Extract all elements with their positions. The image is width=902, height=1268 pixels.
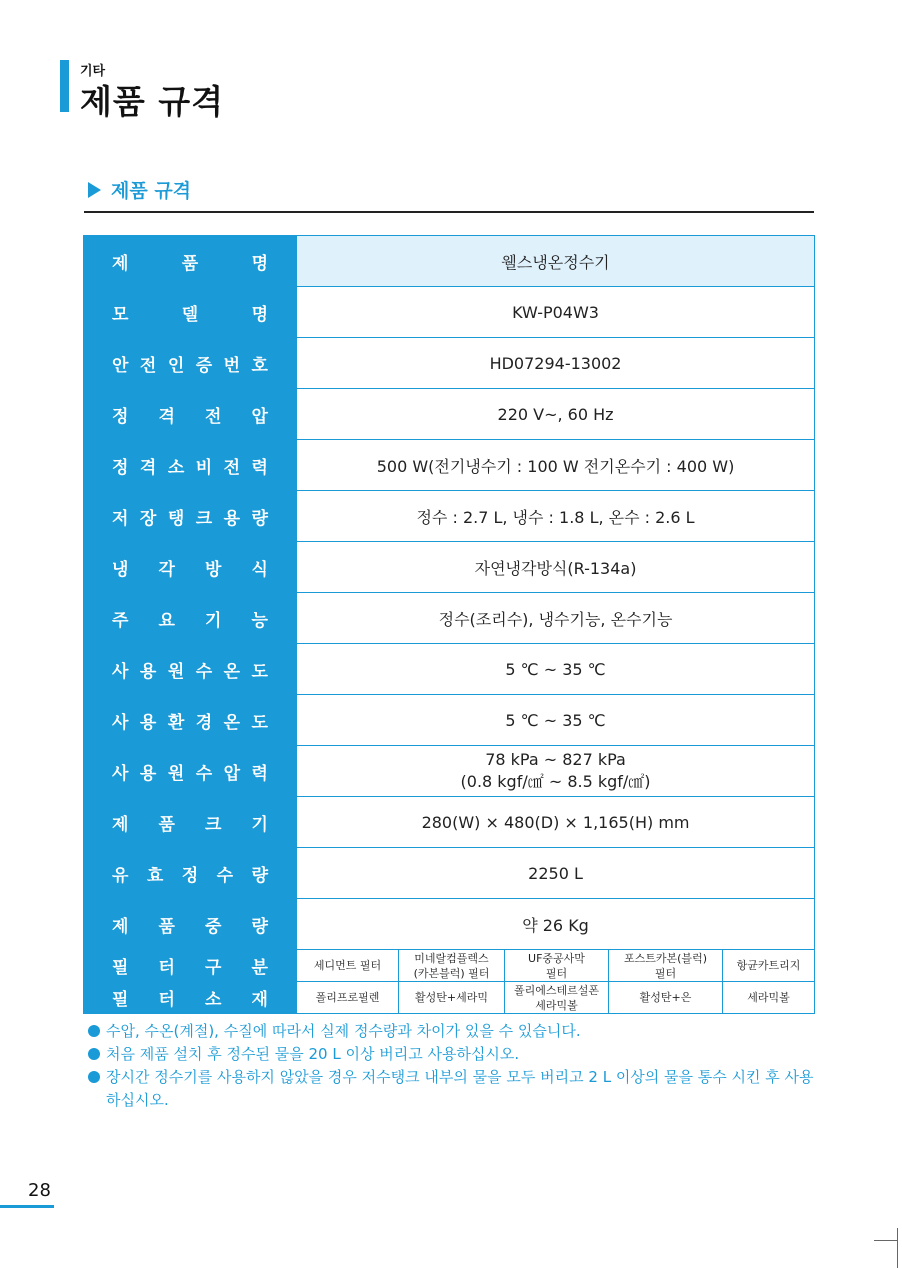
- spec-value: [297, 899, 815, 950]
- spec-label-char: 구: [205, 958, 222, 978]
- spec-row: [84, 338, 815, 389]
- spec-value-text: 정수(조리수), 냉수기능, 온수기능: [438, 609, 673, 629]
- spec-label-char: 격: [158, 406, 175, 427]
- spec-label-char: 방: [205, 559, 222, 580]
- filter-cell-text: 필터: [545, 966, 568, 980]
- spec-value-text: 220 V~, 60 Hz: [497, 404, 614, 424]
- filter-cell: [609, 950, 723, 982]
- filter-cell-text: 활성탄+세라믹: [415, 991, 488, 1004]
- spec-label-char: 력: [251, 457, 268, 478]
- spec-label-char: 정: [112, 406, 129, 427]
- filter-cell-text: 폴리에스테르설폰: [513, 983, 599, 997]
- spec-label: [84, 797, 297, 848]
- spec-label: [84, 982, 297, 1014]
- spec-value: [297, 389, 815, 440]
- spec-label-char: 사: [112, 712, 129, 733]
- filter-cell-text: 세라믹볼: [535, 998, 578, 1012]
- spec-label-char: 제: [112, 253, 129, 274]
- category-label: 기타: [80, 64, 106, 79]
- spec-label-char: 용: [139, 661, 157, 682]
- spec-value-text-line2: (0.8 kgf/㎠ ~ 8.5 kgf/㎠): [460, 772, 651, 791]
- spec-label-char: 도: [251, 712, 268, 733]
- spec-label-char: 증: [195, 355, 213, 376]
- spec-label-char: 환: [167, 712, 185, 733]
- spec-label: [84, 950, 297, 982]
- spec-value-text: 자연냉각방식(R-134a): [474, 558, 637, 578]
- note-text: 처음 제품 설치 후 정수된 물을 20 L 이상 버리고 사용하십시오.: [106, 1045, 520, 1063]
- spec-label: [84, 389, 297, 440]
- filter-type-row: [84, 950, 815, 982]
- spec-label: [84, 695, 297, 746]
- spec-label-char: 기: [205, 610, 222, 631]
- filter-cell-text: 필터: [654, 966, 677, 980]
- crop-mark: [897, 1228, 898, 1268]
- spec-label-char: 크: [195, 508, 213, 529]
- spec-value-text: 280(W) × 480(D) × 1,165(H) mm: [421, 812, 690, 832]
- spec-label-char: 전: [139, 355, 157, 376]
- spec-label: [84, 899, 297, 950]
- spec-label-char: 필: [112, 958, 129, 978]
- spec-label-char: 명: [251, 253, 268, 274]
- spec-label-char: 제: [112, 814, 129, 835]
- spec-label-char: 소: [167, 457, 185, 478]
- spec-label: [84, 746, 297, 797]
- spec-value: [297, 236, 815, 287]
- spec-value-text: HD07294-13002: [489, 353, 622, 373]
- spec-label-char: 제: [112, 916, 129, 937]
- spec-label-char: 호: [251, 355, 268, 376]
- spec-row: [84, 746, 815, 797]
- bullet-dot-icon: [88, 1071, 100, 1083]
- spec-label-char: 수: [195, 763, 213, 784]
- spec-value: [297, 287, 815, 338]
- filter-cell-text: 세디먼트 필터: [313, 959, 382, 972]
- spec-label-char: 필: [112, 990, 129, 1010]
- filter-cell: [297, 982, 399, 1014]
- spec-row: [84, 899, 815, 950]
- section-heading: [88, 176, 191, 203]
- spec-row: [84, 491, 815, 542]
- spec-value-text: 5 ℃ ~ 35 ℃: [505, 710, 606, 730]
- spec-label-char: 탱: [167, 508, 185, 529]
- spec-label-char: 터: [158, 958, 175, 978]
- spec-label: [84, 542, 297, 593]
- spec-label-char: 식: [251, 559, 268, 580]
- spec-label: [84, 287, 297, 338]
- spec-label: [84, 848, 297, 899]
- spec-label-char: 용: [139, 712, 157, 733]
- spec-value: [297, 848, 815, 899]
- spec-value: [297, 797, 815, 848]
- spec-value-text: 5 ℃ ~ 35 ℃: [505, 659, 606, 679]
- bullet-dot-icon: [88, 1048, 100, 1060]
- spec-label-char: 사: [112, 661, 129, 682]
- note-item: [88, 1066, 828, 1112]
- spec-label-char: 량: [251, 865, 268, 886]
- spec-label: [84, 236, 297, 287]
- filter-cell: [723, 950, 815, 982]
- spec-label: [84, 491, 297, 542]
- spec-label-char: 요: [158, 610, 175, 631]
- spec-label-char: 품: [158, 814, 175, 835]
- spec-label-char: 능: [251, 610, 268, 631]
- filter-cell: [723, 982, 815, 1014]
- filter-cell: [297, 950, 399, 982]
- spec-value: [297, 593, 815, 644]
- notes-list: [88, 1020, 828, 1112]
- spec-row: [84, 287, 815, 338]
- spec-label-char: 압: [223, 763, 241, 784]
- spec-label-char: 압: [251, 406, 268, 427]
- spec-label-char: 크: [205, 814, 222, 835]
- filter-cell-text: UF중공사막: [528, 951, 585, 965]
- spec-label-char: 품: [181, 253, 199, 274]
- spec-value-text: 78 kPa ~ 827 kPa: [485, 750, 626, 769]
- filter-cell-text: 세라믹볼: [747, 991, 790, 1004]
- spec-label-char: 효: [146, 865, 164, 886]
- spec-label: [84, 593, 297, 644]
- spec-label: [84, 338, 297, 389]
- spec-label-char: 소: [205, 990, 222, 1010]
- filter-cell: [399, 950, 505, 982]
- bullet-dot-icon: [88, 1025, 100, 1037]
- spec-label-char: 온: [223, 661, 241, 682]
- spec-value: [297, 644, 815, 695]
- section-divider: [84, 211, 814, 213]
- note-text: 장시간 정수기를 사용하지 않았을 경우 저수탱크 내부의 물을 모두 버리고 2 L 이상의 물을 통수 시킨 후 사용하십시오.: [106, 1068, 814, 1109]
- filter-cell-text: 포스트카본(블럭): [624, 951, 707, 965]
- spec-value: [297, 542, 815, 593]
- spec-label: [84, 440, 297, 491]
- spec-label-char: 품: [158, 916, 175, 937]
- spec-value-text: 500 W(전기냉수기 : 100 W 전기온수기 : 400 W): [376, 456, 735, 476]
- crop-mark: [874, 1240, 898, 1241]
- spec-label: [84, 644, 297, 695]
- spec-label-char: 기: [251, 814, 268, 835]
- spec-value: [297, 440, 815, 491]
- triangle-bullet-icon: [88, 182, 101, 198]
- filter-cell-text: 미네랄컴플렉스: [414, 951, 489, 965]
- spec-value-text: KW-P04W3: [512, 302, 599, 322]
- spec-table: [83, 235, 815, 1014]
- spec-label-char: 량: [251, 916, 268, 937]
- spec-label-char: 정: [112, 457, 129, 478]
- spec-label-char: 사: [112, 763, 129, 784]
- filter-material-row: [84, 982, 815, 1014]
- spec-label-char: 장: [139, 508, 157, 529]
- spec-value: [297, 338, 815, 389]
- spec-label-char: 원: [167, 763, 185, 784]
- filter-cell: [505, 982, 609, 1014]
- filter-cell-text: 폴리프로필렌: [315, 991, 380, 1004]
- spec-value: [297, 491, 815, 542]
- spec-label-char: 번: [223, 355, 241, 376]
- spec-value-text: 약 26 Kg: [522, 915, 589, 935]
- spec-label-char: 비: [195, 457, 213, 478]
- filter-cell: [505, 950, 609, 982]
- spec-label-char: 안: [112, 355, 129, 376]
- spec-value: [297, 695, 815, 746]
- spec-row: [84, 797, 815, 848]
- filter-cell-text: (카본블럭) 필터: [413, 966, 490, 980]
- spec-label-char: 용: [139, 763, 157, 784]
- spec-label-char: 원: [167, 661, 185, 682]
- spec-value-text: 정수 : 2.7 L, 냉수 : 1.8 L, 온수 : 2.6 L: [416, 507, 695, 527]
- spec-row: [84, 695, 815, 746]
- spec-label-char: 중: [205, 916, 222, 937]
- spec-label-char: 델: [181, 304, 199, 325]
- spec-row: [84, 389, 815, 440]
- page-number: 28: [28, 1180, 51, 1201]
- spec-row: [84, 440, 815, 491]
- spec-label-char: 각: [158, 559, 175, 580]
- spec-value: [297, 746, 815, 797]
- spec-label-char: 수: [216, 865, 234, 886]
- spec-row: [84, 644, 815, 695]
- spec-label-char: 량: [251, 508, 268, 529]
- note-item: [88, 1043, 828, 1066]
- spec-label-char: 도: [251, 661, 268, 682]
- spec-row: [84, 236, 815, 287]
- spec-label-char: 터: [158, 990, 175, 1010]
- spec-label-char: 수: [195, 661, 213, 682]
- spec-label-char: 경: [195, 712, 213, 733]
- page-number-rule: [0, 1205, 54, 1208]
- spec-label-char: 정: [181, 865, 199, 886]
- section-title: 제품 규격: [111, 180, 192, 202]
- spec-row: [84, 848, 815, 899]
- filter-cell: [399, 982, 505, 1014]
- spec-label-char: 저: [112, 508, 129, 529]
- spec-row: [84, 593, 815, 644]
- filter-cell-text: 활성탄+은: [639, 991, 692, 1004]
- spec-label-char: 명: [251, 304, 268, 325]
- filter-cell-text: 항균카트리지: [736, 959, 801, 972]
- spec-label-char: 온: [223, 712, 241, 733]
- spec-value-text: 2250 L: [528, 863, 583, 883]
- spec-label-char: 전: [223, 457, 241, 478]
- page-title: 제품 규격: [80, 82, 225, 121]
- spec-label-char: 재: [251, 990, 268, 1010]
- spec-label-char: 전: [205, 406, 222, 427]
- spec-row: [84, 542, 815, 593]
- spec-label-char: 냉: [112, 559, 129, 580]
- note-item: [88, 1020, 828, 1043]
- spec-label-char: 인: [167, 355, 185, 376]
- spec-label-char: 유: [112, 865, 129, 886]
- spec-label-char: 모: [112, 304, 129, 325]
- spec-label-char: 용: [223, 508, 241, 529]
- spec-label-char: 격: [139, 457, 157, 478]
- filter-cell: [609, 982, 723, 1014]
- note-text: 수압, 수온(계절), 수질에 따라서 실제 정수량과 차이가 있을 수 있습니다.: [106, 1022, 581, 1040]
- spec-label-char: 분: [251, 958, 268, 978]
- spec-label-char: 력: [251, 763, 268, 784]
- spec-label-char: 주: [112, 610, 129, 631]
- title-accent-bar: [60, 60, 69, 112]
- spec-value-text: 웰스냉온정수기: [501, 252, 610, 272]
